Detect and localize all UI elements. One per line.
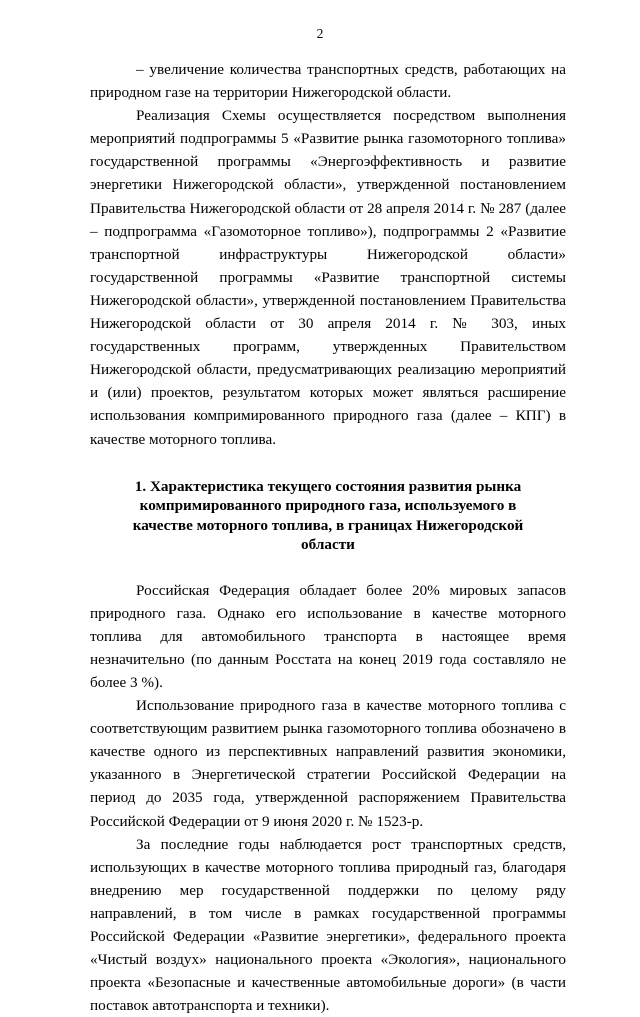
section-paragraph-3: За последние годы наблюдается рост транспортных средств, использующих в качестве моторного топлива природный газ, благодаря внедрению мер государственной поддержки по целому ряду направлений, в том числе в рамках государственной программы Российской Федерации «Развитие энергетики», федерального проекта «Чистый воздух» национального проекта «Экология», национального проекта «Безопасные и качественные автомобильные дороги» (в части поставок автотранспорта и техники). [90,835,566,1015]
intro-paragraph-1: – увеличение количества транспортных средств, работающих на природном газе на территории Нижегородской области. [90,61,566,102]
section-paragraph-1: Российская Федерация обладает более 20% мировых запасов природного газа. Однако его использование в качестве моторного топлива для автомобильного транспорта в настоящее время незначительно (по данным Росстата на конец 2019 года составляло не более 3 %). [90,581,566,691]
section-paragraph-2: Использование природного газа в качестве моторного топлива с соответствующим развитием рынка газомоторного топлива обозначено в качестве одного из перспективных направлений развития экономики, указанного в Энергетической стратегии Российской Федерации на период до 2035 года, утвержденной распоряжением Правительства Российской Федерации от 9 июня 2020 г. № 1523-р. [90,697,566,830]
page-number: 2 [316,26,324,41]
intro-paragraph-2: Реализация Схемы осуществляется посредством выполнения мероприятий подпрограммы 5 «Развитие рынка газомоторного топлива» государственной программы «Энергоэффективность и развитие энергетики Нижегородской области», утвержденной постановлением Правительства Нижегородской области от 28 апреля 2014 г. № 287 (далее – подпрограмма «Газомоторное топливо»), подпрограммы 2 «Развитие транспортной инфраструктуры Нижегородской области» государственной программы «Развитие транспортной системы Нижегородской области», утвержденной постановлением Правительства Нижегородской области от 30 апреля 2014 г. № 303, иных государственных программ, утвержденных Правительством Нижегородской области, предусматривающих реализацию мероприятий и (или) проектов, результатом которых может являться расширение использования компримированного природного газа (далее – КПГ) в качестве моторного топлива. [90,107,566,448]
section-heading: 1. Характеристика текущего состояния развития рынка компримированного природного газа, используемого в качестве моторного топлива, в границах Нижегородской области [132,477,524,554]
document-body [90,58,566,1017]
